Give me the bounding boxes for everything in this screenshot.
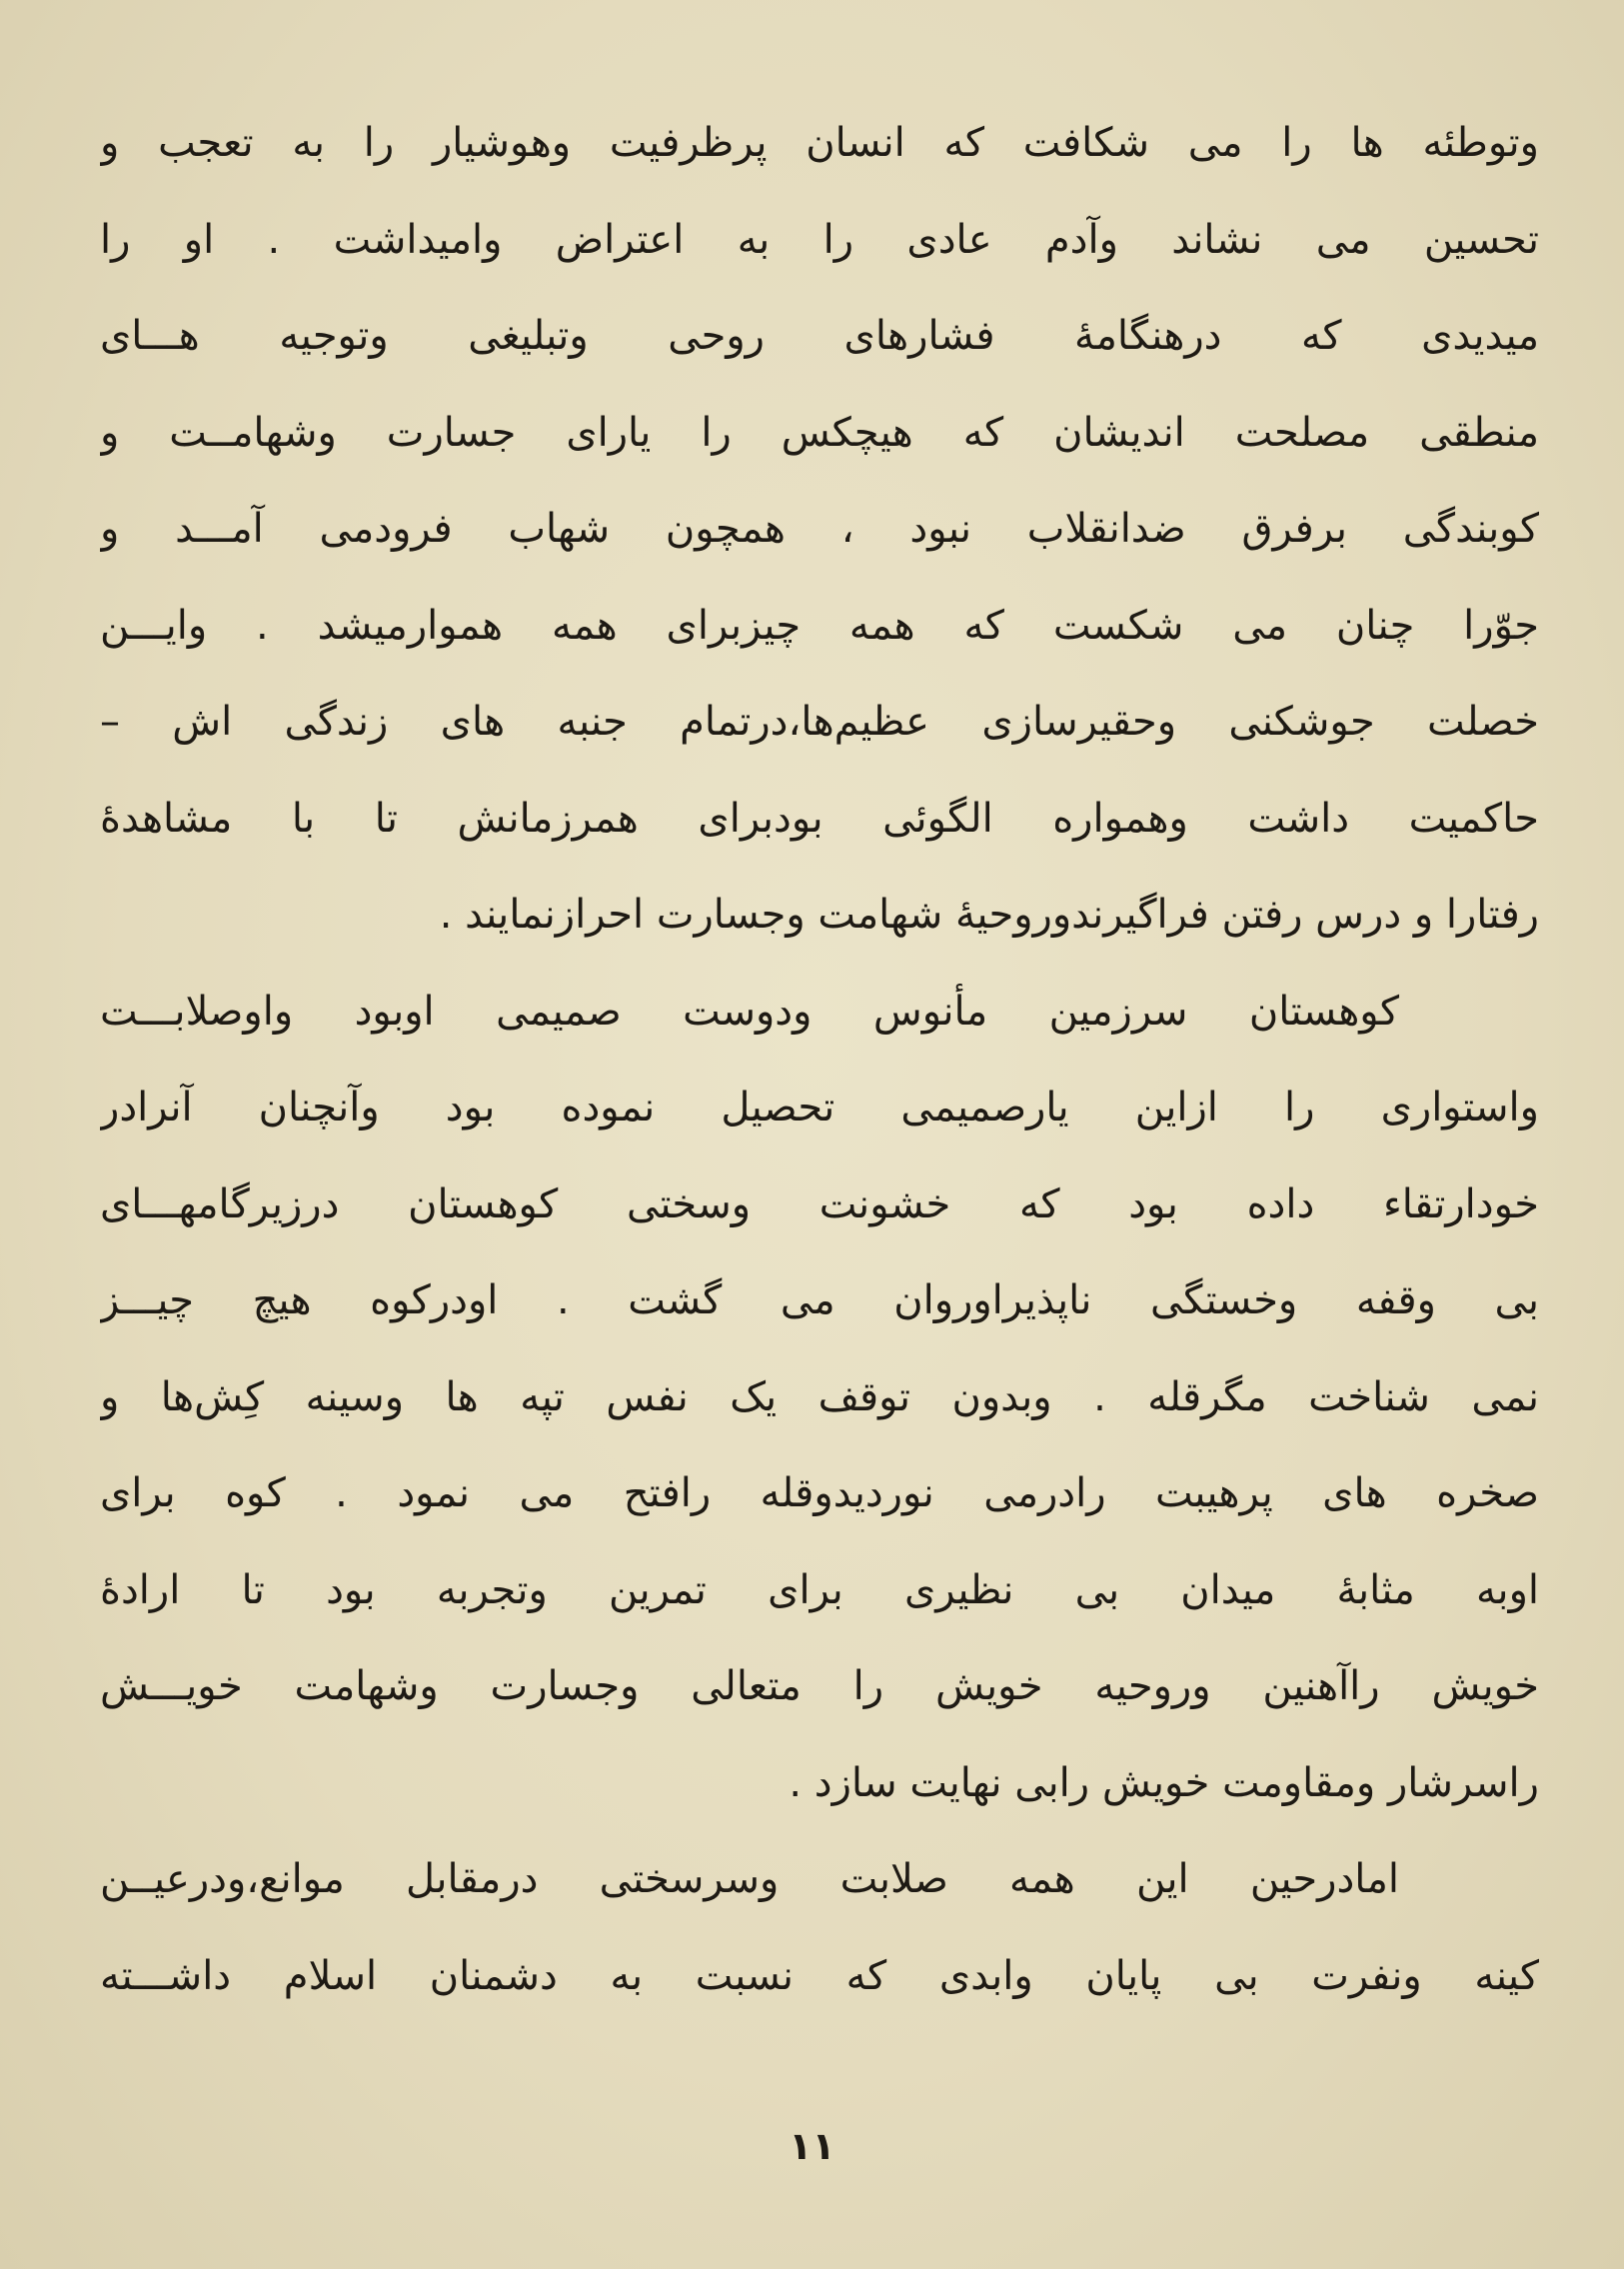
text-line: وتوطئه ها را می شکافت که انسان پرظرفیت وهوشیار را به تعجب و xyxy=(100,120,1539,166)
text-line: منطقی مصلحت اندیشان که هیچکس را یارای جسارت وشهامــت و xyxy=(100,409,1539,456)
text-line: صخره های پرهیبت رادرمی نوردیدوقله رافتح می نمود . کوه برای xyxy=(100,1470,1539,1516)
text-line: تحسین می نشاند وآدم عادی را به اعتراض وامیداشت . او را xyxy=(100,216,1539,263)
text-line: جوّرا چنان می شکست که همه چیزبرای همه هموارمیشد . وایـــن xyxy=(100,602,1539,649)
text-line: خودارتقاء داده بود که خشونت وسختی کوهستان درزیرگامهـــای xyxy=(100,1180,1539,1227)
text-line: رفتارا و درس رفتن فراگیرندوروحیهٔ شهامت وجسارت احرازنمایند . xyxy=(439,892,1539,938)
text-line: حاکمیت داشت وهمواره الگوئی بودبرای همرزمانش تا با مشاهدهٔ xyxy=(100,795,1539,842)
body-text xyxy=(100,95,1539,2024)
text-line: بی وقفه وخستگی ناپذیراوروان می گشت . اودرکوه هیچ چیـــز xyxy=(100,1277,1539,1323)
text-line: کوبندگی برفرق ضدانقلاب نبود ، همچون شهاب فرودمی آمـــد و xyxy=(100,506,1539,552)
text-line: خصلت جوشکنی وحقیرسازی عظیم‌ها،درتمام جنبه های زندگی اش – xyxy=(100,699,1539,745)
text-line: کینه ونفرت بی پایان وابدی که نسبت به دشمنان اسلام داشـــته xyxy=(100,1952,1539,1999)
paragraph-start-line: کوهستان سرزمین مأنوس ودوست صمیمی اوبود واوصلابـــت xyxy=(100,988,1399,1035)
text-line: نمی شناخت مگرقله . وبدون توقف یک نفس تپه ها وسینه کِش‌ها و xyxy=(100,1373,1539,1420)
text-line: واستواری را ازاین یارصمیمی تحصیل نموده بود وآنچنان آنرادر xyxy=(100,1085,1539,1131)
page-number: ۱۱ xyxy=(789,2124,835,2168)
text-line: اوبه مثابهٔ میدان بی نظیری برای تمرین وتجربه بود تا ارادهٔ xyxy=(100,1566,1539,1613)
text-line: میدیدی که درهنگامهٔ فشارهای روحی وتبلیغی وتوجیه هـــای xyxy=(100,313,1539,359)
paragraph-start-line: امادرحین این همه صلابت وسرسختی درمقابل موانع،ودرعیــن xyxy=(100,1856,1399,1902)
text-line: راسرشار ومقاومت خویش رابی نهایت سازد . xyxy=(789,1759,1539,1806)
text-line: خویش راآهنین وروحیه خویش را متعالی وجسارت وشهامت خویـــش xyxy=(100,1663,1539,1709)
